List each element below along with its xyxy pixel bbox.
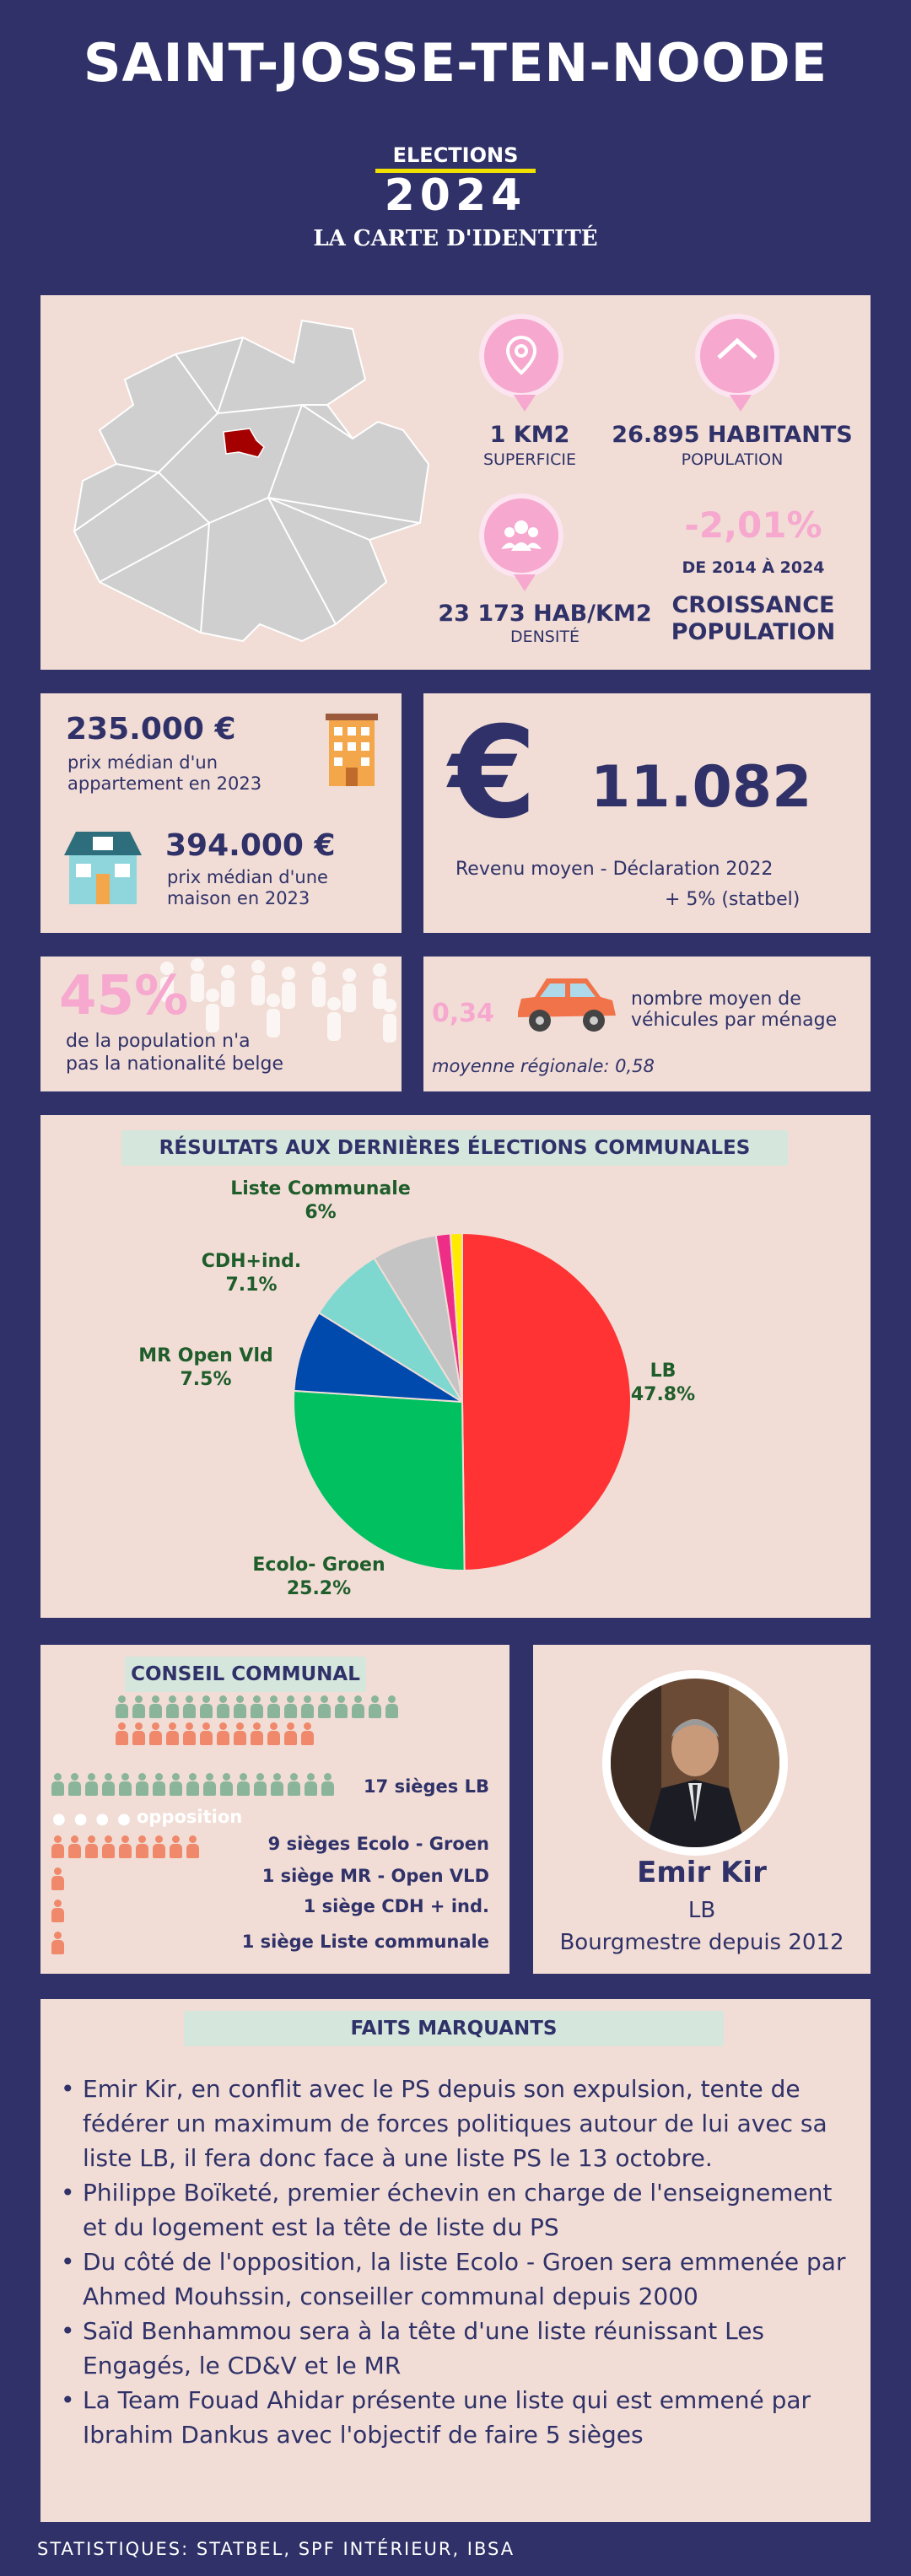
pie-slice-ecolo-groen (294, 1391, 465, 1571)
seat-icon (300, 1695, 315, 1719)
seat-icon (351, 1695, 365, 1719)
seat-icon (182, 1722, 197, 1746)
seat-icon (165, 1695, 180, 1719)
nationality-desc-1: de la population n'a (66, 1031, 251, 1052)
seat-icon (84, 1835, 99, 1859)
sources-footer: STATISTIQUES: STATBEL, SPF INTÉRIEUR, IBSA (37, 2539, 515, 2559)
seat-icon (148, 1695, 163, 1719)
house-icon (695, 314, 779, 398)
seat-icon (199, 1722, 213, 1746)
mayor-card (533, 1645, 871, 1974)
mayor-party: LB (687, 1898, 716, 1923)
seat-icon (233, 1695, 247, 1719)
seat-icon (115, 1695, 129, 1719)
pie-label-ecolo: Ecolo- Groen 25.2% (252, 1555, 385, 1599)
income-value: 11.082 (590, 754, 812, 821)
growth-period: DE 2014 À 2024 (682, 558, 825, 577)
seat-icon (216, 1722, 230, 1746)
population-label: POPULATION (681, 450, 784, 469)
growth-value: -2,01% (684, 504, 822, 546)
seat-icon (148, 1722, 163, 1746)
house-desc-2: maison en 2023 (167, 888, 310, 908)
seat-icon (233, 1722, 247, 1746)
seat-icon (317, 1695, 332, 1719)
apartment-desc-1: prix médian d'un (67, 752, 218, 773)
fact-item: • Philippe Boïketé, premier échevin en charge de l'enseignement et du logement est la tête de liste du PS (61, 2175, 862, 2245)
seat-icon (186, 1773, 200, 1797)
seat-icon (51, 1900, 65, 1923)
seat-icon (165, 1722, 180, 1746)
lb-seats-label: 17 sièges LB (364, 1776, 489, 1797)
identity-card (40, 295, 871, 670)
elections-subtitle: LA CARTE D'IDENTITÉ (313, 226, 598, 251)
elections-year: 2024 (384, 170, 527, 221)
seat-icon (300, 1722, 315, 1746)
seat-icon (152, 1773, 166, 1797)
seat-row-liste (51, 1932, 65, 1955)
population-value: 26.895 HABITANTS (612, 422, 853, 448)
seat-icon (267, 1722, 281, 1746)
pie-label-liste: Liste Communale 6% (230, 1178, 411, 1223)
seat-icon (51, 1835, 65, 1859)
seat-icon (250, 1695, 264, 1719)
council-card (40, 1645, 509, 1974)
seat-icon (132, 1722, 146, 1746)
results-pie-chart (285, 1225, 639, 1579)
house-desc-1: prix médian d'une (167, 867, 328, 887)
facts-heading: FAITS MARQUANTS (184, 2011, 724, 2046)
vehicles-desc-1: nombre moyen de (631, 989, 801, 1010)
income-desc-2: + 5% (statbel) (665, 889, 800, 910)
opposition-label: opposition (137, 1807, 243, 1827)
seat-icon (283, 1722, 298, 1746)
seat-icon (334, 1695, 348, 1719)
facts-list (61, 2072, 862, 2452)
vehicles-value: 0,34 (432, 999, 495, 1028)
seat-icon (135, 1773, 149, 1797)
seat-icon (51, 1773, 65, 1797)
seat-icon (118, 1835, 132, 1859)
mayor-photo (611, 1679, 779, 1847)
pie-label-cdh: CDH+ind. 7.1% (201, 1251, 302, 1296)
euro-symbol: € (449, 700, 537, 847)
seat-icon (368, 1695, 382, 1719)
pie-slice-lb (462, 1233, 631, 1571)
seat-icon (101, 1835, 116, 1859)
mr-seats-label: 1 siège MR - Open VLD (261, 1866, 489, 1886)
vehicles-desc-2: véhicules par ménage (631, 1010, 838, 1031)
density-value: 23 173 HAB/KM2 (438, 601, 652, 627)
surface-label: SUPERFICIE (482, 450, 577, 469)
ecolo-seats-label: 9 sièges Ecolo - Groen (267, 1834, 489, 1854)
liste-seats-label: 1 siège Liste communale (241, 1932, 489, 1952)
house-illustration-icon (59, 825, 147, 908)
seat-icon (216, 1695, 230, 1719)
mayor-role: Bourgmestre depuis 2012 (559, 1930, 844, 1955)
car-icon (513, 968, 619, 1039)
map-pin-icon (479, 314, 563, 398)
seat-icon (84, 1773, 99, 1797)
housing-card (40, 693, 402, 933)
pie-label-lb: LB 47.8% (630, 1361, 696, 1405)
seat-icon (182, 1695, 197, 1719)
seat-icon (132, 1695, 146, 1719)
people-icon (479, 493, 563, 578)
seat-icon (385, 1695, 399, 1719)
opposition-dots: ●●●● (52, 1810, 139, 1828)
seat-row-mr (51, 1867, 65, 1891)
nationality-desc-2: pas la nationalité belge (66, 1054, 284, 1075)
fact-item: • La Team Fouad Ahidar présente une liste qui est emmené par Ibrahim Dankus avec l'objectif de faire 5 sièges (61, 2383, 862, 2452)
apartment-desc-2: appartement en 2023 (67, 773, 262, 794)
seat-icon (169, 1773, 183, 1797)
fact-item: • Emir Kir, en conflit avec le PS depuis son expulsion, tente de fédérer un maximum de forces politiques autour de lui avec sa liste LB, il fera donc face à une liste PS le 13 octobre. (61, 2072, 862, 2175)
seat-icon (115, 1722, 129, 1746)
vehicles-card (423, 957, 871, 1091)
seat-row-opposition (115, 1722, 315, 1746)
seat-icon (51, 1932, 65, 1955)
fact-item: • Saïd Benhammou sera à la tête d'une liste réunissant Les Engagés, le CD&V et le MR (61, 2314, 862, 2383)
results-card (40, 1115, 871, 1618)
seat-icon (67, 1773, 82, 1797)
seat-icon (118, 1773, 132, 1797)
seat-icon (250, 1722, 264, 1746)
seat-icon (67, 1835, 82, 1859)
seat-icon (135, 1835, 149, 1859)
house-price: 394.000 € (165, 828, 336, 863)
seat-row-cdh (51, 1900, 65, 1923)
page-title: SAINT-JOSSE-TEN-NOODE (83, 32, 828, 94)
seat-icon (199, 1695, 213, 1719)
fact-item: • Du côté de l'opposition, la liste Ecolo - Groen sera emmenée par Ahmed Mouhssin, conseiller communal depuis 2000 (61, 2245, 862, 2314)
seat-icon (283, 1695, 298, 1719)
density-label: DENSITÉ (509, 628, 580, 646)
results-heading: RÉSULTATS AUX DERNIÈRES ÉLECTIONS COMMUNALES (121, 1130, 788, 1166)
seat-icon (152, 1835, 166, 1859)
mayor-name: Emir Kir (637, 1856, 767, 1889)
growth-label-2: POPULATION (671, 619, 836, 645)
apartment-price: 235.000 € (66, 712, 236, 746)
apartment-building-icon (326, 712, 378, 788)
growth-label-1: CROISSANCE (671, 592, 835, 618)
pie-label-mr: MR Open Vld 7.5% (138, 1345, 273, 1390)
seat-icon (51, 1867, 65, 1891)
seat-icon (267, 1695, 281, 1719)
surface-value: 1 KM2 (489, 422, 570, 448)
elections-label: ELECTIONS (392, 143, 519, 167)
income-card (423, 693, 871, 933)
council-heading: CONSEIL COMMUNAL (125, 1657, 366, 1692)
seat-row-majority (115, 1695, 399, 1719)
income-desc-1: Revenu moyen - Déclaration 2022 (456, 859, 774, 880)
brussels-map (49, 304, 445, 658)
nationality-card (40, 957, 402, 1091)
nationality-percent: 45% (59, 965, 189, 1027)
cdh-seats-label: 1 siège CDH + ind. (303, 1896, 489, 1916)
vehicles-regional: moyenne régionale: 0,58 (432, 1056, 655, 1076)
seat-icon (101, 1773, 116, 1797)
